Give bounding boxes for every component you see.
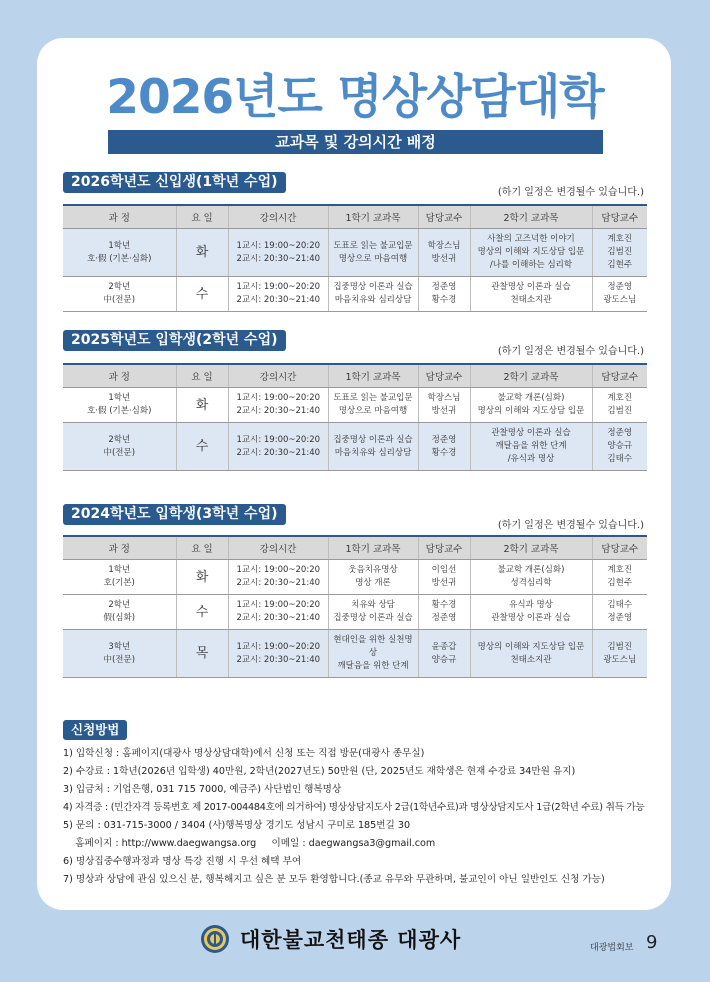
column-header: 1학기 교과목 (328, 364, 418, 388)
cell-line: 2교시: 20:30~21:40 (236, 578, 321, 588)
cell-line: 관찰명상 이론과 실습 (491, 613, 571, 623)
column-header: 과 정 (63, 205, 176, 229)
time-cell (228, 388, 328, 423)
sem1-course-cell (328, 595, 418, 630)
cell-line: 假(심화) (103, 613, 136, 623)
table-row (63, 630, 647, 678)
cell-line: 집중명상 이론과 실습 (333, 434, 413, 445)
schedule-table-2025 (63, 363, 647, 471)
cell-line: 마음치유와 심리상담 (334, 447, 412, 458)
cell-line: 정준영 (431, 613, 457, 623)
cell-line: 1교시: 19:00~20:20 (236, 565, 321, 575)
cell-line: 성격심리학 (510, 578, 552, 588)
cell-line: 관찰명상 이론과 실습 (491, 282, 571, 292)
cell-line: 1교시: 19:00~20:20 (236, 393, 321, 403)
column-header: 2학기 교과목 (470, 205, 592, 229)
method-item: 홈페이지 : http://www.daegwangsa.org 이메일 : daegwangsa3@gmail.com (63, 838, 436, 849)
cell-line: 도표로 읽는 불교입문 (333, 240, 413, 251)
cell-line: 황수경 (431, 447, 457, 458)
column-header: 담당교수 (592, 536, 647, 560)
cell-line: 유식과 명상 (509, 600, 553, 610)
cell-line: /유식과 명상 (507, 454, 555, 464)
table-row (63, 277, 647, 312)
day-cell: 수 (176, 595, 228, 630)
cell-line: 3학년 (108, 641, 131, 652)
cell-line: 방선귀 (431, 578, 457, 588)
cell-line: 양승규 (607, 441, 633, 451)
table-row (63, 595, 647, 630)
cell-line: 김현주 (607, 578, 633, 588)
sem2-professor-cell (592, 423, 647, 471)
sem1-course-cell (328, 560, 418, 595)
section-note-2024: (하기 일정은 변경될수 있습니다.) (497, 520, 644, 531)
cell-line: 방선귀 (431, 253, 457, 264)
sem2-course-cell (470, 277, 592, 312)
time-cell (228, 595, 328, 630)
cell-line: 도표로 읽는 불교입문 (333, 393, 413, 403)
column-header: 담당교수 (592, 205, 647, 229)
cell-line: 명상 개론 (355, 578, 391, 588)
column-header: 1학기 교과목 (328, 536, 418, 560)
cell-line: 명상으로 마음여행 (338, 406, 408, 416)
cell-line: 관찰명상 이론과 실습 (491, 428, 571, 438)
column-header: 요 일 (176, 364, 228, 388)
sem2-course-cell (470, 630, 592, 678)
sem1-professor-cell (418, 560, 470, 595)
cell-line: 1교시: 19:00~20:20 (236, 240, 321, 251)
cell-line: 2학년 (108, 434, 131, 445)
temple-emblem-icon (200, 924, 230, 954)
time-cell (228, 560, 328, 595)
cell-line: 2교시: 20:30~21:40 (236, 406, 321, 416)
day-cell: 화 (176, 229, 228, 277)
method-item: 2) 수강료 : 1학년(2026년 입학생) 40만원, 2학년(2027년도) 50만원 (단, 2025년도 재학생은 현재 수강료 34만원 유지) (63, 766, 576, 777)
cell-line: 2교시: 20:30~21:40 (236, 253, 321, 264)
sem1-professor-cell (418, 277, 470, 312)
sem1-professor-cell (418, 229, 470, 277)
sem2-professor-cell (592, 229, 647, 277)
footer-publication: 대광법회보 (590, 943, 634, 953)
sem1-professor-cell (418, 630, 470, 678)
cell-line: 2교시: 20:30~21:40 (236, 613, 321, 623)
sem1-course-cell (328, 277, 418, 312)
table-row (63, 423, 647, 471)
sem2-course-cell (470, 388, 592, 423)
sem1-course-cell (328, 423, 418, 471)
cell-line: 집중명상 이론과 실습 (333, 613, 413, 623)
cell-line: 양승규 (431, 654, 457, 665)
method-item: 1) 입학신청 : 홈페이지(대광사 명상상담대학)에서 신청 또는 직접 방문(대광사 종무실) (63, 748, 425, 759)
day-cell: 수 (176, 423, 228, 471)
cell-line: 웃음치유명상 (348, 565, 398, 575)
cell-line: 학장스님 (427, 240, 461, 251)
cell-line: 호·假 (기본·심화) (87, 253, 152, 264)
column-header: 담당교수 (592, 364, 647, 388)
page-subtitle: 교과목 및 강의시간 배정 (108, 130, 603, 154)
cell-line: 2교시: 20:30~21:40 (236, 295, 321, 305)
day-cell: 화 (176, 388, 228, 423)
section-note-2026: (하기 일정은 변경될수 있습니다.) (497, 187, 644, 198)
time-cell (228, 277, 328, 312)
cell-line: 김태수 (607, 600, 633, 610)
cell-line: 정준영 (607, 428, 633, 438)
section-note-2025: (하기 일정은 변경될수 있습니다.) (497, 346, 644, 357)
cell-line: 윤종갑 (431, 641, 457, 652)
day-cell: 수 (176, 277, 228, 312)
cell-line: 사찰의 고즈넉한 이야기 (487, 234, 575, 244)
cell-line: 천태소지관 (510, 295, 552, 305)
column-header: 담당교수 (418, 364, 470, 388)
sem2-professor-cell (592, 630, 647, 678)
course-cell (63, 277, 176, 312)
method-item: 4) 자격증 : (민간자격 등록번호 제 2017-004484호에 의거하여) 명상상담지도사 2급(1학년수료)과 명상상담지도사 1급(2학년 수료) 취득 가능 (63, 802, 645, 813)
cell-line: 호(기본) (103, 578, 135, 588)
time-cell (228, 630, 328, 678)
section-heading-2024: 2024학년도 입학생(3학년 수업) (63, 504, 286, 525)
sem1-course-cell (328, 388, 418, 423)
column-header: 과 정 (63, 536, 176, 560)
course-cell (63, 595, 176, 630)
cell-line: 1학년 (108, 565, 131, 575)
cell-line: 불교학 개론(심화) (497, 393, 565, 403)
method-item: 5) 문의 : 031-715-3000 / 3404 (사)행복명상 경기도 성남시 구미로 185번길 30 (63, 820, 411, 831)
method-item: 6) 명상집중수행과정과 명상 특강 진행 시 우선 혜택 부여 (63, 856, 302, 867)
cell-line: 1학년 (108, 240, 131, 251)
cell-line: 치유와 상담 (351, 600, 395, 610)
cell-line: 명상으로 마음여행 (338, 253, 408, 264)
sem2-professor-cell (592, 595, 647, 630)
section-heading-2026: 2026학년도 신입생(1학년 수업) (63, 172, 286, 193)
schedule-table-2024 (63, 535, 647, 678)
cell-line: 정준영 (607, 282, 633, 292)
cell-line: 현대인을 위한 실천명상 (333, 635, 413, 658)
column-header: 2학기 교과목 (470, 364, 592, 388)
section-heading-2025: 2025학년도 입학생(2학년 수업) (63, 330, 286, 351)
page-number: 9 (646, 932, 658, 953)
course-cell (63, 560, 176, 595)
method-list (63, 745, 653, 889)
schedule-table-2026 (63, 204, 647, 312)
cell-line: 깨달음을 위한 단계 (495, 441, 567, 451)
cell-line: 1교시: 19:00~20:20 (236, 434, 321, 445)
table-header-row (63, 364, 647, 388)
sem2-course-cell (470, 560, 592, 595)
table-header-row (63, 536, 647, 560)
table-row (63, 229, 647, 277)
sem2-course-cell (470, 229, 592, 277)
method-item: 7) 명상과 상담에 관심 있으신 분, 행복해지고 싶은 분 모두 환영합니다.(종교 유무와 무관하며, 불교인이 아닌 일반인도 신청 가능) (63, 874, 605, 885)
cell-line: 집중명상 이론과 실습 (333, 282, 413, 292)
cell-line: 이임선 (431, 565, 457, 575)
sem1-professor-cell (418, 423, 470, 471)
column-header: 강의시간 (228, 364, 328, 388)
cell-line: 中(전문) (103, 654, 136, 665)
cell-line: 광도스님 (603, 295, 637, 305)
column-header: 강의시간 (228, 536, 328, 560)
cell-line: 마음치유와 심리상담 (334, 295, 412, 305)
cell-line: 계호진 (607, 565, 633, 575)
cell-line: 2교시: 20:30~21:40 (236, 654, 321, 665)
course-cell (63, 630, 176, 678)
day-cell: 화 (176, 560, 228, 595)
sem2-professor-cell (592, 560, 647, 595)
course-cell (63, 388, 176, 423)
cell-line: 깨달음을 위한 단계 (337, 661, 409, 671)
sem2-course-cell (470, 595, 592, 630)
table-row (63, 388, 647, 423)
cell-line: 호·假 (기본·심화) (87, 406, 152, 416)
cell-line: 명상의 이해와 지도상담 입문 (477, 247, 585, 257)
cell-line: 정준영 (431, 434, 457, 445)
sem1-professor-cell (418, 595, 470, 630)
course-cell (63, 229, 176, 277)
day-cell: 목 (176, 630, 228, 678)
cell-line: 김범진 (607, 406, 633, 416)
table-header-row (63, 205, 647, 229)
cell-line: 정준영 (607, 613, 633, 623)
sem1-course-cell (328, 229, 418, 277)
cell-line: 광도스님 (603, 654, 637, 665)
course-cell (63, 423, 176, 471)
sem2-professor-cell (592, 277, 647, 312)
column-header: 2학기 교과목 (470, 536, 592, 560)
time-cell (228, 229, 328, 277)
cell-line: 황수경 (431, 600, 457, 610)
cell-line: 명상의 이해와 지도상담 입문 (477, 641, 585, 652)
cell-line: 학장스님 (427, 393, 461, 403)
cell-line: 中(전문) (103, 295, 136, 305)
sem1-professor-cell (418, 388, 470, 423)
cell-line: 불교학 개론(심화) (497, 565, 565, 575)
column-header: 담당교수 (418, 536, 470, 560)
sem1-course-cell (328, 630, 418, 678)
time-cell (228, 423, 328, 471)
sem2-course-cell (470, 423, 592, 471)
cell-line: 계호진 (607, 393, 633, 403)
cell-line: 2교시: 20:30~21:40 (236, 447, 321, 458)
method-item: 3) 입금처 : 기업은행, 031 715 7000, 예금주) 사단법인 행복명상 (63, 784, 342, 795)
column-header: 과 정 (63, 364, 176, 388)
sem2-professor-cell (592, 388, 647, 423)
cell-line: 김범진 (607, 641, 633, 652)
cell-line: 김범진 (607, 247, 633, 257)
method-heading: 신청방법 (63, 720, 127, 740)
cell-line: 계호진 (607, 234, 633, 244)
cell-line: 방선귀 (431, 406, 457, 416)
cell-line: /나를 이해하는 심리학 (489, 260, 573, 270)
cell-line: 정준영 (431, 282, 457, 292)
column-header: 강의시간 (228, 205, 328, 229)
cell-line: 2학년 (108, 282, 131, 292)
cell-line: 1학년 (108, 393, 131, 403)
column-header: 1학기 교과목 (328, 205, 418, 229)
column-header: 요 일 (176, 205, 228, 229)
cell-line: 2학년 (108, 600, 131, 610)
column-header: 요 일 (176, 536, 228, 560)
cell-line: 김현주 (607, 260, 633, 270)
table-row (63, 560, 647, 595)
cell-line: 中(전문) (103, 447, 136, 458)
page-title: 2026년도 명상상담대학 (106, 70, 604, 125)
column-header: 담당교수 (418, 205, 470, 229)
cell-line: 1교시: 19:00~20:20 (236, 282, 321, 292)
cell-line: 황수경 (431, 295, 457, 305)
cell-line: 김태수 (607, 454, 633, 464)
cell-line: 명상의 이해와 지도상담 입문 (477, 406, 585, 416)
footer-org-name: 대한불교천태종 대광사 (240, 928, 462, 952)
cell-line: 천태소지관 (510, 654, 552, 665)
cell-line: 1교시: 19:00~20:20 (236, 600, 321, 610)
cell-line: 1교시: 19:00~20:20 (236, 641, 321, 652)
